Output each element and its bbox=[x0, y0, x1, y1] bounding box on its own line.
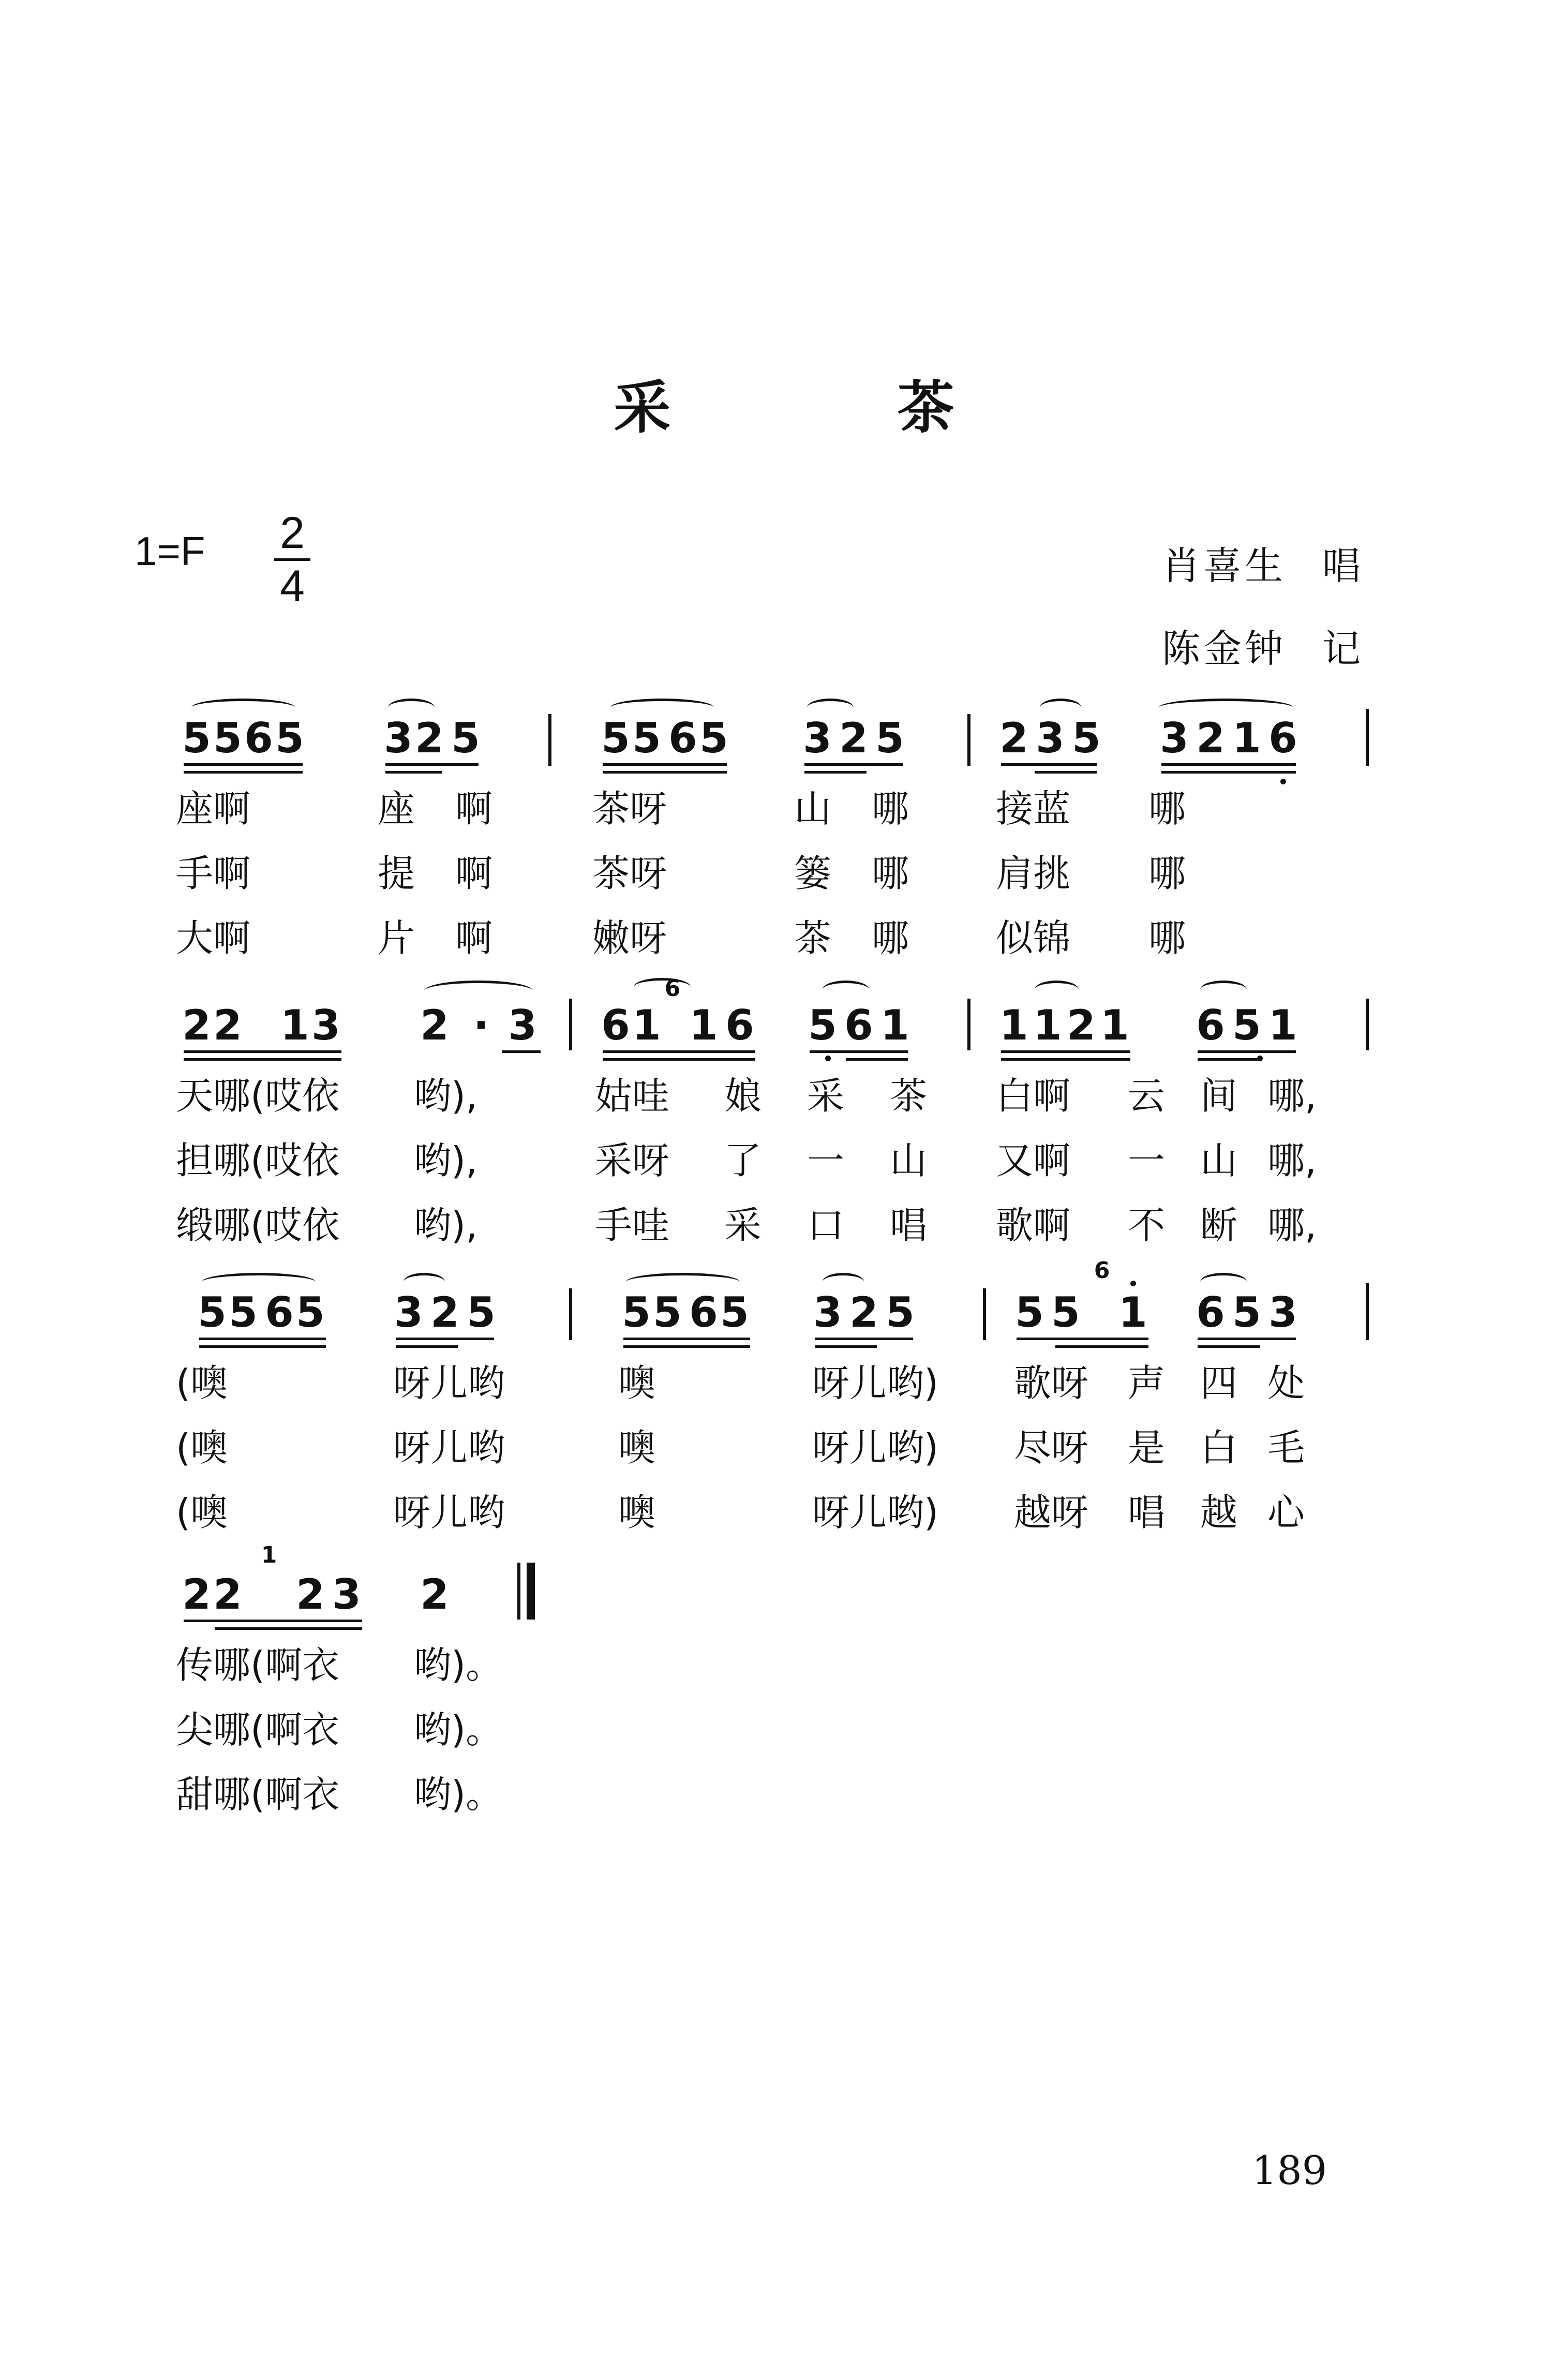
note: 2 bbox=[1196, 714, 1225, 762]
note: 1 bbox=[1100, 1001, 1129, 1049]
note: 5 bbox=[213, 714, 242, 762]
lyric: (噢 bbox=[176, 1361, 228, 1405]
underline bbox=[385, 763, 479, 766]
note: 5 bbox=[1232, 1001, 1261, 1049]
note: 6 bbox=[725, 1001, 754, 1049]
lyric: 云 bbox=[1128, 1074, 1166, 1118]
lyric: 越呀 bbox=[1014, 1491, 1089, 1534]
lyric: 茶呀 bbox=[592, 852, 667, 895]
underline bbox=[804, 763, 903, 766]
lyric: 嫩呀 bbox=[592, 916, 667, 960]
note: 5 bbox=[720, 1288, 749, 1336]
lyric: 断 bbox=[1200, 1204, 1238, 1247]
underline bbox=[603, 1050, 755, 1053]
lyric: 唱 bbox=[1128, 1491, 1166, 1534]
lyric: (噢 bbox=[176, 1491, 228, 1534]
note: 1 bbox=[1118, 1288, 1147, 1336]
note: 2 bbox=[420, 1001, 449, 1049]
lyric: 娘 bbox=[724, 1074, 762, 1118]
lyric: 歌啊 bbox=[996, 1204, 1071, 1247]
transcriber-role: 记 bbox=[1322, 627, 1364, 671]
lyric: 不 bbox=[1128, 1204, 1166, 1247]
lyric: 呀儿哟) bbox=[812, 1426, 939, 1469]
underline bbox=[603, 771, 727, 774]
note: 3 bbox=[311, 1001, 340, 1049]
note: 5 bbox=[886, 1288, 915, 1336]
lyric: 啊 bbox=[455, 852, 493, 895]
underline bbox=[1055, 1345, 1148, 1348]
barline bbox=[967, 999, 970, 1050]
lyric: 呀儿哟 bbox=[393, 1491, 505, 1534]
slur bbox=[191, 699, 295, 717]
lyric: 甜哪(啊衣 bbox=[176, 1773, 340, 1816]
lyric: 哪, bbox=[1267, 1139, 1317, 1182]
lyric: 啊 bbox=[455, 787, 493, 830]
note: 5 bbox=[808, 1001, 837, 1049]
note: 1 bbox=[1268, 1001, 1297, 1049]
note: 6 bbox=[689, 1288, 718, 1336]
slur bbox=[626, 1273, 740, 1291]
note: 5 bbox=[601, 714, 630, 762]
slur bbox=[1159, 699, 1293, 717]
note: 5 bbox=[875, 714, 904, 762]
underline bbox=[815, 1345, 877, 1348]
lyric: 呀儿哟) bbox=[812, 1361, 939, 1405]
note: 5 bbox=[699, 714, 728, 762]
note: 2 bbox=[182, 1570, 211, 1618]
note: 5 bbox=[1232, 1288, 1261, 1336]
note: 2 bbox=[839, 714, 868, 762]
lyric: 篓 bbox=[794, 852, 832, 895]
lyric: 又啊 bbox=[996, 1139, 1071, 1182]
lyric: 噢 bbox=[618, 1491, 656, 1534]
transcriber-name: 陈金钟 bbox=[1162, 627, 1286, 671]
slur bbox=[634, 978, 691, 996]
note: 3 bbox=[803, 714, 832, 762]
note: 2 bbox=[430, 1288, 459, 1336]
note: 2 bbox=[213, 1570, 242, 1618]
lyric: 姑哇 bbox=[595, 1074, 670, 1118]
barline bbox=[1366, 709, 1369, 766]
grace-note: 1 bbox=[261, 1542, 277, 1568]
time-signature-top: 2 bbox=[280, 508, 305, 558]
barline bbox=[569, 1288, 572, 1340]
lyric: 一 bbox=[807, 1139, 845, 1182]
lyric: 呀儿哟 bbox=[393, 1426, 505, 1469]
note: 3 bbox=[508, 1001, 537, 1049]
underline bbox=[1198, 1050, 1296, 1053]
time-signature-bottom: 4 bbox=[280, 561, 305, 611]
note: 2 bbox=[1067, 1001, 1096, 1049]
barline bbox=[1366, 1283, 1369, 1340]
note: 3 bbox=[1036, 714, 1065, 762]
slur bbox=[610, 699, 714, 717]
lyric: 山 bbox=[890, 1139, 928, 1182]
barline bbox=[967, 714, 970, 766]
underline bbox=[1035, 771, 1097, 774]
note: 1 bbox=[880, 1001, 909, 1049]
lyric: 一 bbox=[1128, 1139, 1166, 1182]
note: 2 bbox=[849, 1288, 878, 1336]
lyric: 座啊 bbox=[176, 787, 251, 830]
note: 2 bbox=[999, 714, 1028, 762]
underline bbox=[846, 1058, 908, 1061]
low-octave-dot bbox=[1257, 1056, 1263, 1061]
underline bbox=[603, 763, 727, 766]
lyric: 采 bbox=[724, 1204, 762, 1247]
lyric: 采 bbox=[807, 1074, 845, 1118]
underline bbox=[396, 1338, 494, 1340]
note: 6 bbox=[244, 714, 273, 762]
final-barline-thin bbox=[517, 1563, 520, 1620]
lyric: 哪, bbox=[1267, 1074, 1317, 1118]
lyric: 口 bbox=[807, 1204, 845, 1247]
lyric: 哟), bbox=[414, 1139, 477, 1182]
slur bbox=[388, 699, 435, 717]
underline bbox=[184, 1058, 341, 1061]
lyric: 白啊 bbox=[996, 1074, 1071, 1118]
lyric: 了 bbox=[724, 1139, 762, 1182]
underline bbox=[184, 771, 303, 774]
lyric: 片 bbox=[378, 916, 415, 960]
lyric: 白 bbox=[1200, 1426, 1238, 1469]
underline bbox=[1198, 1338, 1296, 1340]
lyric: 哪 bbox=[872, 916, 909, 960]
note: 3 bbox=[394, 1288, 423, 1336]
note: 1 bbox=[1232, 714, 1261, 762]
note: 5 bbox=[275, 714, 304, 762]
underline bbox=[396, 1345, 458, 1348]
lyric: 座 bbox=[378, 787, 415, 830]
underline bbox=[215, 1627, 362, 1630]
slur bbox=[1035, 981, 1079, 999]
note: 3 bbox=[813, 1288, 842, 1336]
lyric: 噢 bbox=[618, 1361, 656, 1405]
note: 5 bbox=[1051, 1288, 1080, 1336]
lyric: 茶 bbox=[794, 916, 832, 960]
underline bbox=[502, 1050, 541, 1053]
underline bbox=[810, 1050, 908, 1053]
slur bbox=[823, 1273, 864, 1291]
underline bbox=[1001, 763, 1097, 766]
note: 1 bbox=[999, 1001, 1028, 1049]
lyric: 啊 bbox=[455, 916, 493, 960]
lyric: 手哇 bbox=[595, 1204, 670, 1247]
final-barline-thick bbox=[527, 1563, 535, 1620]
lyric: 尽呀 bbox=[1014, 1426, 1089, 1469]
underline bbox=[1161, 771, 1296, 774]
note: 5 bbox=[296, 1288, 325, 1336]
underline bbox=[623, 1338, 750, 1340]
underline bbox=[385, 771, 442, 774]
lyric: 哟), bbox=[414, 1074, 477, 1118]
lyric: 呀儿哟) bbox=[812, 1491, 939, 1534]
lyric: 哪 bbox=[872, 852, 909, 895]
lyric: 哟)。 bbox=[414, 1643, 503, 1687]
lyric: 哪 bbox=[1148, 787, 1186, 830]
note: 2 bbox=[415, 714, 444, 762]
note: 6 bbox=[668, 714, 697, 762]
time-signature-line bbox=[274, 558, 310, 561]
note: 6 bbox=[1196, 1001, 1225, 1049]
note: 5 bbox=[229, 1288, 258, 1336]
high-octave-dot bbox=[1130, 1281, 1136, 1286]
underline bbox=[1001, 1058, 1130, 1061]
note: 6 bbox=[601, 1001, 630, 1049]
lyric: 哟)。 bbox=[414, 1708, 503, 1751]
note: 1 bbox=[280, 1001, 309, 1049]
note: 3 bbox=[1160, 714, 1189, 762]
note: 1 bbox=[689, 1001, 718, 1049]
lyric: 茶呀 bbox=[592, 787, 667, 830]
slur bbox=[807, 699, 854, 717]
time-signature bbox=[274, 510, 310, 610]
barline bbox=[569, 999, 572, 1050]
lyric: 传哪(啊衣 bbox=[176, 1643, 340, 1687]
underline bbox=[815, 1338, 913, 1340]
lyric: 心 bbox=[1267, 1491, 1305, 1534]
slur bbox=[1040, 699, 1081, 717]
note: 1 bbox=[1033, 1001, 1062, 1049]
lyric: (噢 bbox=[176, 1426, 228, 1469]
lyric: 哪 bbox=[1148, 916, 1186, 960]
note: 5 bbox=[1015, 1288, 1044, 1336]
note: 3 bbox=[384, 714, 413, 762]
barline bbox=[1366, 999, 1369, 1050]
lyric: 天哪(哎依 bbox=[176, 1074, 340, 1118]
underline bbox=[184, 1050, 341, 1053]
lyric: 唱 bbox=[890, 1204, 928, 1247]
slur bbox=[823, 981, 869, 999]
low-octave-dot bbox=[1280, 779, 1286, 784]
lyric: 似锦 bbox=[996, 916, 1071, 960]
song-title: 采 茶 bbox=[614, 375, 1058, 441]
lyric: 肩挑 bbox=[996, 852, 1071, 895]
underline bbox=[1161, 763, 1296, 766]
note: 1 bbox=[632, 1001, 661, 1049]
slur bbox=[424, 981, 533, 1001]
slur bbox=[1200, 981, 1247, 999]
lyric: 大啊 bbox=[176, 916, 251, 960]
page-number: 189 bbox=[1252, 2147, 1327, 2193]
note: 2 bbox=[420, 1570, 449, 1618]
underline bbox=[1198, 1345, 1260, 1348]
note: 6 bbox=[265, 1288, 294, 1336]
credit-transcriber bbox=[1162, 618, 1364, 673]
lyric: 噢 bbox=[618, 1426, 656, 1469]
note: 6 bbox=[844, 1001, 873, 1049]
note: 6 bbox=[1268, 714, 1297, 762]
lyric: 是 bbox=[1128, 1426, 1166, 1469]
note: 5 bbox=[632, 714, 661, 762]
slur bbox=[202, 1273, 316, 1291]
grace-note: 6 bbox=[664, 975, 681, 1002]
lyric: 哪 bbox=[872, 787, 909, 830]
lyric: 尖哪(啊衣 bbox=[176, 1708, 340, 1751]
note: 5 bbox=[622, 1288, 651, 1336]
lyric: 哟), bbox=[414, 1204, 477, 1247]
credit-singer bbox=[1162, 536, 1364, 590]
underline bbox=[1017, 1338, 1148, 1340]
underline bbox=[1001, 1050, 1130, 1053]
lyric: 越 bbox=[1200, 1491, 1238, 1534]
note: 5 bbox=[653, 1288, 682, 1336]
note: 2 bbox=[296, 1570, 325, 1618]
lyric: 毛 bbox=[1267, 1426, 1305, 1469]
lyric: 手啊 bbox=[176, 852, 251, 895]
lyric: 处 bbox=[1267, 1361, 1305, 1405]
slur bbox=[404, 1273, 445, 1291]
lyric: 四 bbox=[1200, 1361, 1238, 1405]
singer-role: 唱 bbox=[1322, 544, 1364, 588]
key-signature: 1=F bbox=[135, 528, 205, 574]
underline bbox=[199, 1338, 326, 1340]
note: 6 bbox=[1196, 1288, 1225, 1336]
lyric: 声 bbox=[1128, 1361, 1166, 1405]
note: 2 bbox=[213, 1001, 242, 1049]
lyric: 提 bbox=[378, 852, 415, 895]
note: 2 bbox=[182, 1001, 211, 1049]
lyric: 歌呀 bbox=[1014, 1361, 1089, 1405]
lyric: 担哪(哎依 bbox=[176, 1139, 340, 1182]
low-octave-dot bbox=[825, 1056, 831, 1061]
note: 3 bbox=[1268, 1288, 1297, 1336]
lyric: 山 bbox=[794, 787, 832, 830]
slur bbox=[1200, 1273, 1247, 1291]
note: 5 bbox=[198, 1288, 227, 1336]
underline bbox=[184, 763, 303, 766]
lyric: 哪, bbox=[1267, 1204, 1317, 1247]
lyric: 哟)。 bbox=[414, 1773, 503, 1816]
note: 5 bbox=[1072, 714, 1101, 762]
lyric: 茶 bbox=[890, 1074, 928, 1118]
underline bbox=[1198, 1058, 1260, 1061]
singer-name: 肖喜生 bbox=[1162, 544, 1286, 588]
lyric: 哪 bbox=[1148, 852, 1186, 895]
note: 3 bbox=[332, 1570, 361, 1618]
lyric: 山 bbox=[1200, 1139, 1238, 1182]
underline bbox=[623, 1345, 750, 1348]
underline bbox=[804, 771, 867, 774]
note: 5 bbox=[467, 1288, 496, 1336]
note: · bbox=[473, 1001, 489, 1049]
lyric: 间 bbox=[1200, 1074, 1238, 1118]
note: 5 bbox=[182, 714, 211, 762]
underline bbox=[184, 1620, 362, 1622]
lyric: 接蓝 bbox=[996, 787, 1071, 830]
underline bbox=[199, 1345, 326, 1348]
grace-note: 6 bbox=[1094, 1257, 1110, 1284]
note: 5 bbox=[451, 714, 480, 762]
lyric: 呀儿哟 bbox=[393, 1361, 505, 1405]
lyric: 采呀 bbox=[595, 1139, 670, 1182]
barline bbox=[983, 1288, 986, 1340]
underline bbox=[603, 1058, 755, 1061]
lyric: 缎哪(哎依 bbox=[176, 1204, 340, 1247]
barline bbox=[548, 714, 551, 766]
